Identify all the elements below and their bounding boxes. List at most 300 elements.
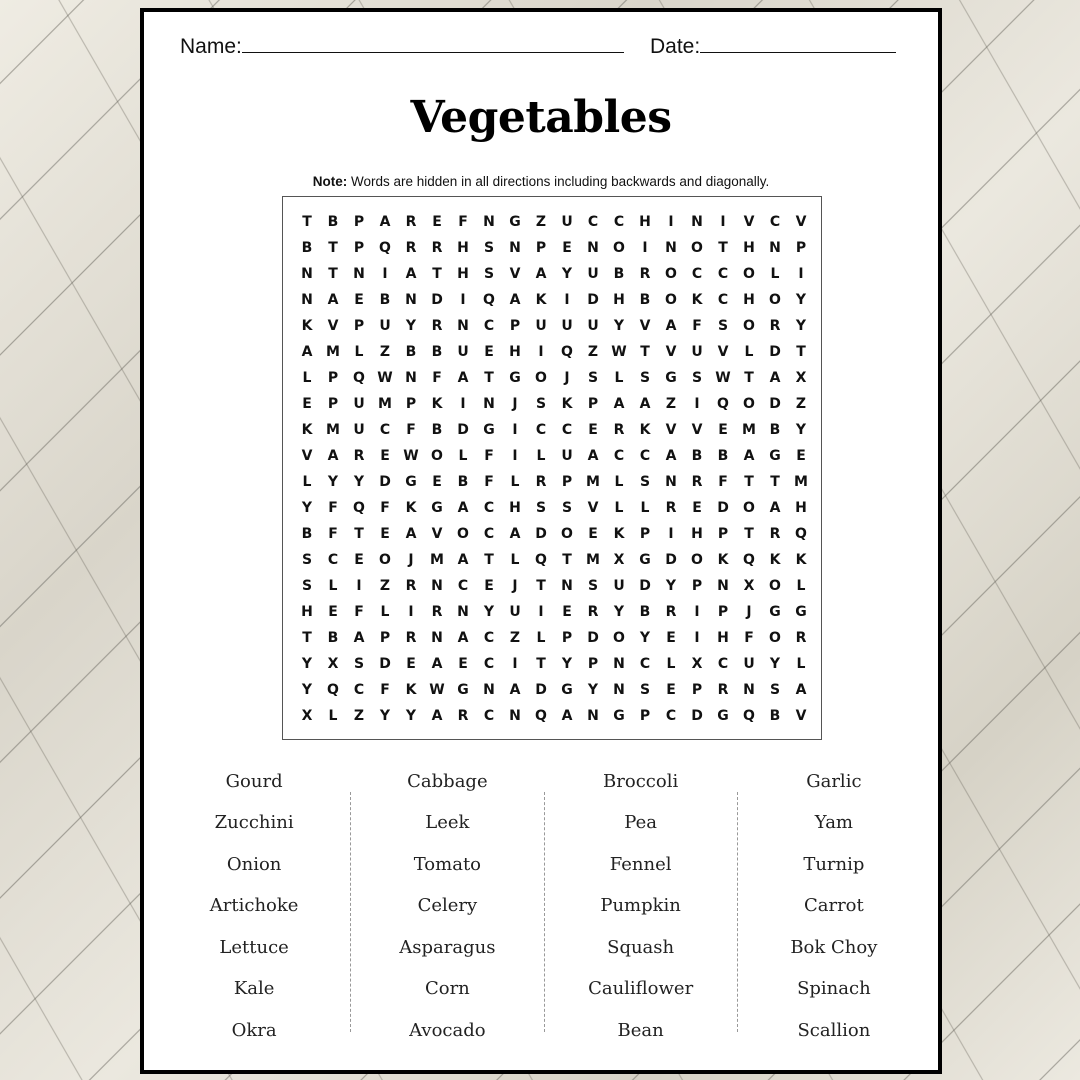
grid-letter[interactable]: V xyxy=(795,708,807,724)
grid-letter[interactable]: R xyxy=(405,630,417,646)
grid-letter[interactable]: V xyxy=(691,422,703,438)
grid-letter[interactable]: F xyxy=(380,500,390,516)
grid-letter[interactable]: N xyxy=(301,266,313,282)
grid-letter[interactable]: U xyxy=(561,214,573,230)
grid-letter[interactable]: G xyxy=(769,604,781,620)
grid-letter[interactable]: Y xyxy=(587,682,599,698)
grid-letter[interactable]: D xyxy=(587,630,599,646)
grid-letter[interactable]: U xyxy=(561,448,573,464)
grid-letter[interactable]: A xyxy=(769,500,781,516)
grid-letter[interactable]: K xyxy=(717,552,729,568)
grid-letter[interactable]: E xyxy=(380,448,390,464)
grid-letter[interactable]: Y xyxy=(639,630,651,646)
grid-letter[interactable]: A xyxy=(769,370,781,386)
grid-letter[interactable]: C xyxy=(483,500,495,516)
grid-letter[interactable]: L xyxy=(328,708,338,724)
grid-letter[interactable]: N xyxy=(457,318,469,334)
grid-letter[interactable]: U xyxy=(587,318,599,334)
grid-letter[interactable]: Y xyxy=(327,474,339,490)
grid-letter[interactable]: X xyxy=(691,656,703,672)
grid-letter[interactable]: K xyxy=(405,682,417,698)
grid-letter[interactable]: L xyxy=(770,266,780,282)
grid-letter[interactable]: H xyxy=(691,526,703,542)
grid-letter[interactable]: H xyxy=(509,500,521,516)
grid-letter[interactable]: C xyxy=(613,214,625,230)
grid-letter[interactable]: N xyxy=(561,578,573,594)
grid-letter[interactable]: G xyxy=(561,682,573,698)
grid-letter[interactable]: Y xyxy=(795,318,807,334)
grid-letter[interactable]: K xyxy=(405,500,417,516)
grid-letter[interactable]: A xyxy=(561,708,573,724)
grid-letter[interactable]: U xyxy=(353,396,365,412)
grid-letter[interactable]: L xyxy=(614,370,624,386)
letter-grid[interactable] xyxy=(294,209,814,729)
grid-letter[interactable]: K xyxy=(795,552,807,568)
grid-letter[interactable]: U xyxy=(509,604,521,620)
grid-letter[interactable]: W xyxy=(403,448,419,464)
grid-letter[interactable]: K xyxy=(639,422,651,438)
grid-letter[interactable]: R xyxy=(665,604,677,620)
grid-letter[interactable]: I xyxy=(798,266,804,282)
grid-letter[interactable]: E xyxy=(380,526,390,542)
grid-letter[interactable]: Z xyxy=(587,344,599,360)
grid-letter[interactable]: T xyxy=(328,240,338,256)
grid-letter[interactable]: G xyxy=(457,682,469,698)
grid-letter[interactable]: T xyxy=(484,370,494,386)
grid-letter[interactable]: E xyxy=(302,396,312,412)
grid-letter[interactable]: L xyxy=(536,630,546,646)
grid-letter[interactable]: U xyxy=(561,318,573,334)
grid-letter[interactable]: A xyxy=(457,500,469,516)
grid-letter[interactable]: T xyxy=(536,578,546,594)
grid-letter[interactable]: B xyxy=(301,526,313,542)
grid-letter[interactable]: O xyxy=(691,240,703,256)
grid-letter[interactable]: N xyxy=(301,292,313,308)
grid-letter[interactable]: B xyxy=(431,422,443,438)
grid-letter[interactable]: X xyxy=(327,656,339,672)
grid-letter[interactable]: Y xyxy=(379,708,391,724)
grid-letter[interactable]: N xyxy=(405,370,417,386)
grid-letter[interactable]: R xyxy=(717,682,729,698)
grid-letter[interactable]: N xyxy=(353,266,365,282)
grid-letter[interactable]: E xyxy=(354,292,364,308)
grid-letter[interactable]: B xyxy=(457,474,469,490)
grid-letter[interactable]: E xyxy=(328,604,338,620)
grid-letter[interactable]: I xyxy=(460,292,466,308)
grid-letter[interactable]: G xyxy=(665,370,677,386)
grid-letter[interactable]: C xyxy=(613,448,625,464)
grid-letter[interactable]: C xyxy=(717,656,729,672)
grid-letter[interactable]: L xyxy=(302,370,312,386)
grid-letter[interactable]: R xyxy=(405,240,417,256)
grid-letter[interactable]: K xyxy=(431,396,443,412)
grid-letter[interactable]: Q xyxy=(353,370,365,386)
grid-letter[interactable]: F xyxy=(718,474,728,490)
grid-letter[interactable]: T xyxy=(562,552,572,568)
grid-letter[interactable]: B xyxy=(301,240,313,256)
grid-letter[interactable]: L xyxy=(536,448,546,464)
grid-letter[interactable]: E xyxy=(484,344,494,360)
grid-letter[interactable]: V xyxy=(587,500,599,516)
grid-letter[interactable]: R xyxy=(691,474,703,490)
grid-letter[interactable]: L xyxy=(666,656,676,672)
grid-letter[interactable]: T xyxy=(536,656,546,672)
grid-letter[interactable]: A xyxy=(457,552,469,568)
grid-letter[interactable]: B xyxy=(717,448,729,464)
grid-letter[interactable]: U xyxy=(587,266,599,282)
grid-letter[interactable]: A xyxy=(587,448,599,464)
grid-letter[interactable]: W xyxy=(611,344,627,360)
grid-letter[interactable]: G xyxy=(431,500,443,516)
grid-letter[interactable]: F xyxy=(458,214,468,230)
grid-letter[interactable]: L xyxy=(328,578,338,594)
grid-letter[interactable]: R xyxy=(613,422,625,438)
grid-letter[interactable]: I xyxy=(356,578,362,594)
grid-letter[interactable]: Y xyxy=(405,318,417,334)
grid-letter[interactable]: U xyxy=(379,318,391,334)
grid-letter[interactable]: N xyxy=(483,214,495,230)
grid-letter[interactable]: V xyxy=(795,214,807,230)
grid-letter[interactable]: P xyxy=(561,474,573,490)
grid-letter[interactable]: J xyxy=(512,396,518,412)
grid-letter[interactable]: D xyxy=(535,682,547,698)
grid-letter[interactable]: E xyxy=(406,656,416,672)
grid-letter[interactable]: F xyxy=(380,682,390,698)
grid-letter[interactable]: N xyxy=(613,682,625,698)
grid-letter[interactable]: N xyxy=(665,474,677,490)
grid-letter[interactable]: T xyxy=(432,266,442,282)
grid-letter[interactable]: A xyxy=(613,396,625,412)
grid-letter[interactable]: E xyxy=(588,422,598,438)
grid-letter[interactable]: C xyxy=(665,708,677,724)
grid-letter[interactable]: R xyxy=(457,708,469,724)
grid-letter[interactable]: A xyxy=(379,214,391,230)
grid-letter[interactable]: K xyxy=(301,422,313,438)
grid-letter[interactable]: H xyxy=(301,604,313,620)
grid-letter[interactable]: P xyxy=(691,578,703,594)
grid-letter[interactable]: E xyxy=(484,578,494,594)
grid-letter[interactable]: P xyxy=(353,318,365,334)
grid-letter[interactable]: Z xyxy=(535,214,547,230)
grid-letter[interactable]: K xyxy=(301,318,313,334)
grid-letter[interactable]: N xyxy=(509,708,521,724)
grid-letter[interactable]: C xyxy=(639,656,651,672)
grid-letter[interactable]: A xyxy=(535,266,547,282)
grid-letter[interactable]: P xyxy=(717,604,729,620)
grid-letter[interactable]: C xyxy=(691,266,703,282)
grid-letter[interactable]: C xyxy=(483,708,495,724)
name-blank-line[interactable] xyxy=(242,30,624,53)
grid-letter[interactable]: A xyxy=(665,448,677,464)
grid-letter[interactable]: L xyxy=(354,344,364,360)
grid-letter[interactable]: M xyxy=(326,422,340,438)
grid-letter[interactable]: A xyxy=(509,526,521,542)
grid-letter[interactable]: F xyxy=(432,370,442,386)
grid-letter[interactable]: I xyxy=(538,604,544,620)
grid-letter[interactable]: B xyxy=(327,630,339,646)
grid-letter[interactable]: M xyxy=(430,552,444,568)
grid-letter[interactable]: E xyxy=(562,240,572,256)
grid-letter[interactable]: B xyxy=(431,344,443,360)
grid-letter[interactable]: H xyxy=(457,240,469,256)
grid-letter[interactable]: T xyxy=(484,552,494,568)
grid-letter[interactable]: S xyxy=(639,682,651,698)
grid-letter[interactable]: L xyxy=(614,474,624,490)
grid-letter[interactable]: R xyxy=(795,630,807,646)
grid-letter[interactable]: A xyxy=(795,682,807,698)
grid-letter[interactable]: Z xyxy=(353,708,365,724)
grid-letter[interactable]: O xyxy=(431,448,443,464)
grid-letter[interactable]: U xyxy=(743,656,755,672)
grid-letter[interactable]: A xyxy=(405,266,417,282)
grid-letter[interactable]: W xyxy=(429,682,445,698)
grid-letter[interactable]: L xyxy=(510,552,520,568)
grid-letter[interactable]: A xyxy=(457,370,469,386)
grid-letter[interactable]: E xyxy=(562,604,572,620)
grid-letter[interactable]: S xyxy=(483,240,495,256)
grid-letter[interactable]: G xyxy=(405,474,417,490)
grid-letter[interactable]: X xyxy=(743,578,755,594)
grid-letter[interactable]: G xyxy=(717,708,729,724)
grid-letter[interactable]: S xyxy=(535,500,547,516)
grid-letter[interactable]: O xyxy=(769,292,781,308)
grid-letter[interactable]: L xyxy=(796,656,806,672)
grid-letter[interactable]: S xyxy=(483,266,495,282)
grid-letter[interactable]: Q xyxy=(561,344,573,360)
grid-letter[interactable]: G xyxy=(613,708,625,724)
grid-letter[interactable]: S xyxy=(639,370,651,386)
grid-letter[interactable]: C xyxy=(327,552,339,568)
grid-letter[interactable]: Y xyxy=(561,656,573,672)
grid-letter[interactable]: Y xyxy=(769,656,781,672)
grid-letter[interactable]: I xyxy=(564,292,570,308)
grid-letter[interactable]: G xyxy=(483,422,495,438)
grid-letter[interactable]: T xyxy=(302,630,312,646)
grid-letter[interactable]: B xyxy=(639,292,651,308)
grid-letter[interactable]: N xyxy=(769,240,781,256)
grid-letter[interactable]: O xyxy=(743,318,755,334)
grid-letter[interactable]: R xyxy=(587,604,599,620)
grid-letter[interactable]: B xyxy=(639,604,651,620)
grid-letter[interactable]: I xyxy=(460,396,466,412)
grid-letter[interactable]: O xyxy=(613,630,625,646)
grid-letter[interactable]: M xyxy=(326,344,340,360)
grid-letter[interactable]: E xyxy=(666,630,676,646)
grid-letter[interactable]: Q xyxy=(535,708,547,724)
grid-letter[interactable]: C xyxy=(483,526,495,542)
grid-letter[interactable]: G xyxy=(509,370,521,386)
grid-letter[interactable]: I xyxy=(694,604,700,620)
grid-letter[interactable]: C xyxy=(483,656,495,672)
grid-letter[interactable]: H xyxy=(509,344,521,360)
grid-letter[interactable]: R xyxy=(769,318,781,334)
grid-letter[interactable]: A xyxy=(457,630,469,646)
grid-letter[interactable]: K xyxy=(691,292,703,308)
grid-letter[interactable]: P xyxy=(795,240,807,256)
grid-letter[interactable]: A xyxy=(405,526,417,542)
grid-letter[interactable]: V xyxy=(639,318,651,334)
grid-letter[interactable]: B xyxy=(769,708,781,724)
grid-letter[interactable]: O xyxy=(743,266,755,282)
grid-letter[interactable]: H xyxy=(795,500,807,516)
grid-letter[interactable]: L xyxy=(796,578,806,594)
grid-letter[interactable]: R xyxy=(405,214,417,230)
grid-letter[interactable]: B xyxy=(691,448,703,464)
grid-letter[interactable]: A xyxy=(665,318,677,334)
grid-letter[interactable]: T xyxy=(302,214,312,230)
grid-letter[interactable]: V xyxy=(509,266,521,282)
grid-letter[interactable]: I xyxy=(668,526,674,542)
grid-letter[interactable]: C xyxy=(353,682,365,698)
grid-letter[interactable]: Y xyxy=(613,318,625,334)
grid-letter[interactable]: F xyxy=(692,318,702,334)
grid-letter[interactable]: I xyxy=(512,422,518,438)
grid-letter[interactable]: P xyxy=(353,240,365,256)
grid-letter[interactable]: A xyxy=(639,396,651,412)
grid-letter[interactable]: H xyxy=(613,292,625,308)
grid-letter[interactable]: E xyxy=(796,448,806,464)
grid-letter[interactable]: L xyxy=(744,344,754,360)
grid-letter[interactable]: P xyxy=(327,370,339,386)
grid-letter[interactable]: V xyxy=(301,448,313,464)
grid-letter[interactable]: I xyxy=(642,240,648,256)
grid-letter[interactable]: A xyxy=(327,448,339,464)
grid-letter[interactable]: G xyxy=(639,552,651,568)
grid-letter[interactable]: N xyxy=(587,240,599,256)
grid-letter[interactable]: P xyxy=(509,318,521,334)
grid-letter[interactable]: Y xyxy=(353,474,365,490)
grid-letter[interactable]: E xyxy=(666,682,676,698)
grid-letter[interactable]: N xyxy=(587,708,599,724)
grid-letter[interactable]: Y xyxy=(301,656,313,672)
grid-letter[interactable]: D xyxy=(431,292,443,308)
grid-letter[interactable]: F xyxy=(744,630,754,646)
grid-letter[interactable]: N xyxy=(457,604,469,620)
grid-letter[interactable]: N xyxy=(431,578,443,594)
grid-letter[interactable]: A xyxy=(431,656,443,672)
grid-letter[interactable]: O xyxy=(613,240,625,256)
grid-letter[interactable]: T xyxy=(770,474,780,490)
grid-letter[interactable]: T xyxy=(354,526,364,542)
grid-letter[interactable]: P xyxy=(405,396,417,412)
grid-letter[interactable]: G xyxy=(795,604,807,620)
grid-letter[interactable]: Y xyxy=(613,604,625,620)
grid-letter[interactable]: P xyxy=(353,214,365,230)
grid-letter[interactable]: I xyxy=(538,344,544,360)
grid-letter[interactable]: N xyxy=(405,292,417,308)
grid-letter[interactable]: D xyxy=(691,708,703,724)
grid-letter[interactable]: Q xyxy=(535,552,547,568)
grid-letter[interactable]: T xyxy=(718,240,728,256)
grid-letter[interactable]: D xyxy=(665,552,677,568)
grid-letter[interactable]: N xyxy=(717,578,729,594)
grid-letter[interactable]: M xyxy=(794,474,808,490)
grid-letter[interactable]: P xyxy=(717,526,729,542)
grid-letter[interactable]: J xyxy=(512,578,518,594)
grid-letter[interactable]: V xyxy=(665,422,677,438)
grid-letter[interactable]: G xyxy=(769,448,781,464)
grid-letter[interactable]: J xyxy=(746,604,752,620)
grid-letter[interactable]: T xyxy=(796,344,806,360)
grid-letter[interactable]: B xyxy=(379,292,391,308)
grid-letter[interactable]: O xyxy=(691,552,703,568)
grid-letter[interactable]: C xyxy=(561,422,573,438)
grid-letter[interactable]: A xyxy=(431,708,443,724)
grid-letter[interactable]: I xyxy=(694,630,700,646)
grid-letter[interactable]: H xyxy=(457,266,469,282)
grid-letter[interactable]: O xyxy=(535,370,547,386)
grid-letter[interactable]: N xyxy=(431,630,443,646)
grid-letter[interactable]: H xyxy=(717,630,729,646)
grid-letter[interactable]: Y xyxy=(405,708,417,724)
grid-letter[interactable]: F xyxy=(328,526,338,542)
date-blank-line[interactable] xyxy=(700,30,896,53)
grid-letter[interactable]: S xyxy=(587,370,599,386)
grid-letter[interactable]: O xyxy=(561,526,573,542)
grid-letter[interactable]: B xyxy=(327,214,339,230)
grid-letter[interactable]: L xyxy=(614,500,624,516)
grid-letter[interactable]: I xyxy=(408,604,414,620)
grid-letter[interactable]: P xyxy=(639,708,651,724)
grid-letter[interactable]: K xyxy=(769,552,781,568)
grid-letter[interactable]: N xyxy=(691,214,703,230)
grid-letter[interactable]: C xyxy=(717,292,729,308)
grid-letter[interactable]: S xyxy=(587,578,599,594)
grid-letter[interactable]: W xyxy=(377,370,393,386)
grid-letter[interactable]: U xyxy=(353,422,365,438)
grid-letter[interactable]: Y xyxy=(561,266,573,282)
grid-letter[interactable]: A xyxy=(327,292,339,308)
grid-letter[interactable]: O xyxy=(665,266,677,282)
grid-letter[interactable]: A xyxy=(509,682,521,698)
grid-letter[interactable]: S xyxy=(535,396,547,412)
grid-letter[interactable]: Y xyxy=(301,682,313,698)
grid-letter[interactable]: S xyxy=(639,474,651,490)
grid-letter[interactable]: F xyxy=(406,422,416,438)
grid-letter[interactable]: Y xyxy=(483,604,495,620)
grid-letter[interactable]: L xyxy=(458,448,468,464)
grid-letter[interactable]: M xyxy=(742,422,756,438)
grid-letter[interactable]: C xyxy=(379,422,391,438)
grid-letter[interactable]: C xyxy=(587,214,599,230)
grid-letter[interactable]: Q xyxy=(379,240,391,256)
grid-letter[interactable]: X xyxy=(795,370,807,386)
grid-letter[interactable]: N xyxy=(483,682,495,698)
date-field[interactable] xyxy=(650,30,896,59)
grid-letter[interactable]: N xyxy=(613,656,625,672)
grid-letter[interactable]: D xyxy=(587,292,599,308)
grid-letter[interactable]: P xyxy=(561,630,573,646)
grid-letter[interactable]: R xyxy=(639,266,651,282)
grid-letter[interactable]: Y xyxy=(795,422,807,438)
grid-letter[interactable]: R xyxy=(431,318,443,334)
grid-letter[interactable]: I xyxy=(512,448,518,464)
grid-letter[interactable]: N xyxy=(665,240,677,256)
grid-letter[interactable]: N xyxy=(509,240,521,256)
grid-letter[interactable]: D xyxy=(639,578,651,594)
grid-letter[interactable]: E xyxy=(432,214,442,230)
grid-letter[interactable]: C xyxy=(769,214,781,230)
grid-letter[interactable]: I xyxy=(382,266,388,282)
grid-letter[interactable]: E xyxy=(718,422,728,438)
grid-letter[interactable]: T xyxy=(744,474,754,490)
grid-letter[interactable]: P xyxy=(587,656,599,672)
grid-letter[interactable]: P xyxy=(327,396,339,412)
grid-letter[interactable]: O xyxy=(665,292,677,308)
grid-letter[interactable]: R xyxy=(665,500,677,516)
grid-letter[interactable]: S xyxy=(353,656,365,672)
grid-letter[interactable]: Z xyxy=(795,396,807,412)
